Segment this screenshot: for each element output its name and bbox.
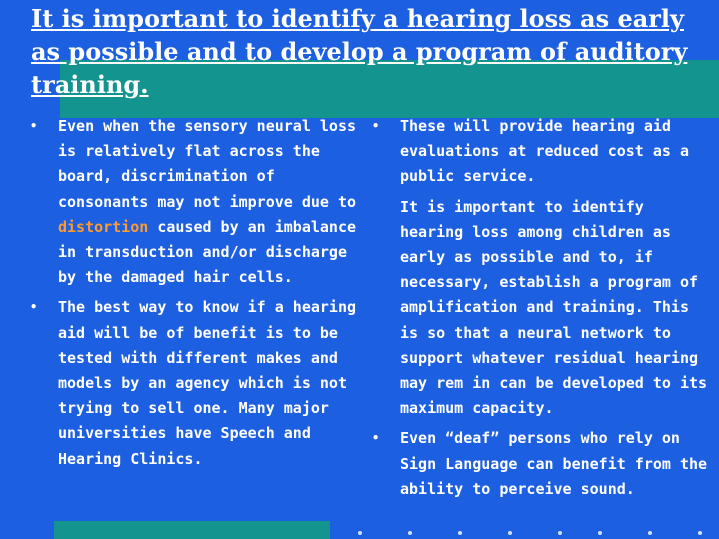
highlighted-term: distortion — [58, 217, 149, 236]
item-text: Even when the sensory neural loss is relatively flat across the board, discrimination of consonants may not improve due to — [58, 117, 357, 211]
bullet-icon: • — [30, 300, 38, 315]
decorative-dot — [598, 531, 602, 535]
decorative-dot — [458, 531, 462, 535]
slide-title: It is important to identify a hearing loss as early as possible and to develop a program of auditory training. — [31, 4, 688, 99]
decorative-band-bottom — [54, 521, 330, 539]
decorative-dot — [698, 531, 702, 535]
item-text: These will provide hearing aid evaluations at reduced cost as a public service. — [400, 117, 689, 186]
right-paragraph — [372, 195, 712, 422]
left-bullet-item — [30, 295, 370, 471]
decorative-dot — [558, 531, 562, 535]
decorative-dot — [648, 531, 652, 535]
bullet-icon: • — [372, 431, 380, 446]
left-column — [30, 114, 370, 477]
decorative-dot — [358, 531, 362, 535]
item-text: Even “deaf” persons who rely on Sign Language can benefit from the ability to perceive sound. — [400, 429, 708, 498]
left-bullet-item — [30, 114, 370, 290]
decorative-dot — [408, 531, 412, 535]
right-column — [372, 114, 712, 507]
right-bullet-item — [372, 114, 712, 190]
item-text-continued: caused by an imbalance in transduction and/or discharge by the damaged hair cells. — [58, 217, 357, 287]
item-text: The best way to know if a hearing aid will be of benefit is to be tested with different makes and models by an agency which is not trying to sell one. Many major universities have Speech and Hearing Clinics. — [58, 298, 357, 468]
bullet-icon: • — [30, 119, 38, 133]
bullet-icon: • — [372, 119, 380, 133]
right-bullet-item — [372, 426, 712, 502]
decorative-dot — [508, 531, 512, 535]
item-text: It is important to identify hearing loss among children as early as possible and to, if necessary, establish a program of amplification and training. This is so that a neural network to support whatever residual hearing may rem in can be developed to its maximum capacity. — [400, 197, 708, 418]
